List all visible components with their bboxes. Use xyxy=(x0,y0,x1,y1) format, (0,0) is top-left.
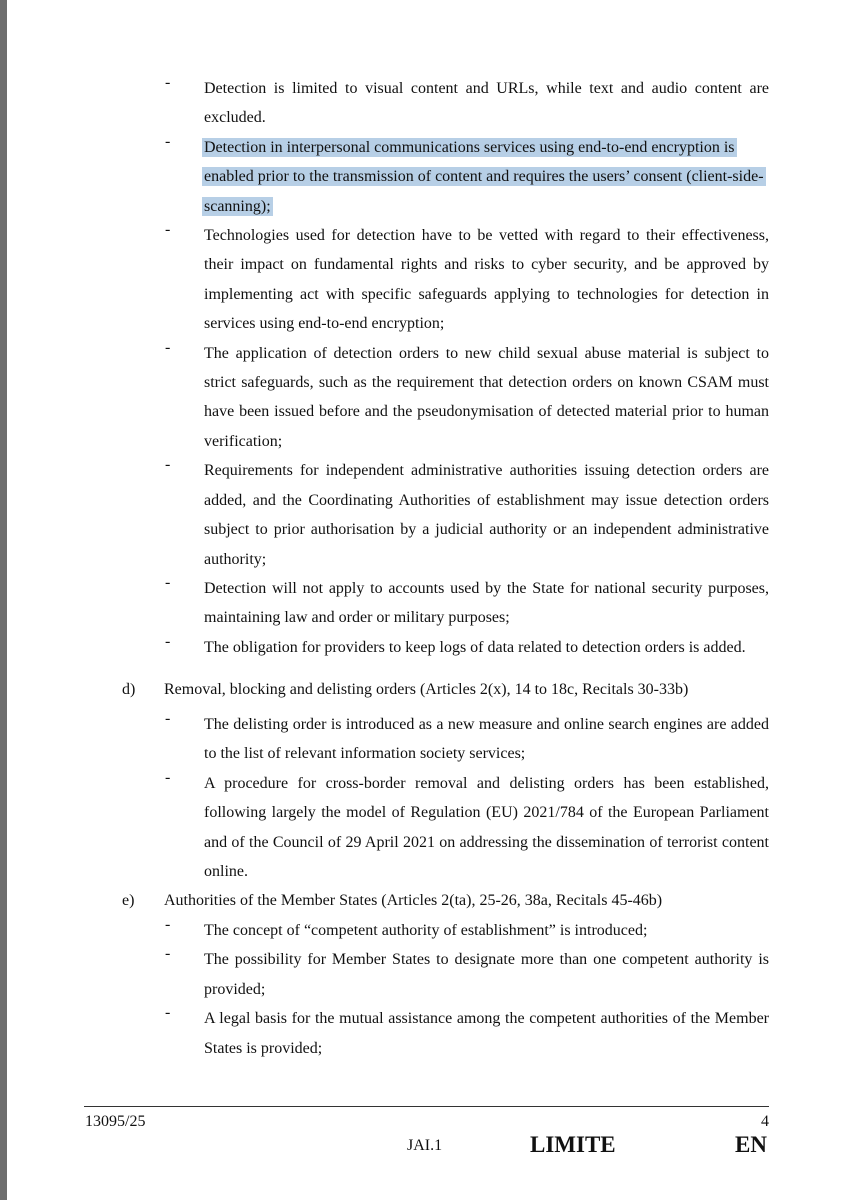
bullet-text: Technologies used for detection have to be vetted with regard to their effectiveness, their impact on fundamental rights and risks to cyber security, and be approved by implementing act with specific safeguards applying to technologies for detection in services using end-to-end encryption; xyxy=(204,227,769,333)
footer-divider xyxy=(84,1106,769,1107)
list-item xyxy=(7,633,769,662)
list-item xyxy=(7,574,769,633)
bullet-text: The obligation for providers to keep logs of data related to detection orders is added. xyxy=(204,638,746,656)
list-item xyxy=(7,339,769,457)
department-code: JAI.1 xyxy=(407,1137,443,1154)
bullet-dash: - xyxy=(165,132,171,150)
bullet-text: Detection is limited to visual content and URLs, while text and audio content are excluded. xyxy=(204,80,769,127)
bullet-dash: - xyxy=(165,338,171,356)
bullet-dash: - xyxy=(165,1004,171,1022)
bullet-dash: - xyxy=(165,632,171,650)
section-letter: d) xyxy=(122,681,136,698)
bullet-dash: - xyxy=(165,916,171,933)
bullet-text: The delisting order is introduced as a new measure and online search engines are added to the list of relevant information society services; xyxy=(204,716,769,763)
bullet-text: The possibility for Member States to designate more than one competent authority is provided; xyxy=(204,951,769,998)
list-item xyxy=(7,945,769,1004)
document-page xyxy=(7,0,854,1200)
list-item xyxy=(7,769,769,887)
list-item xyxy=(7,456,769,574)
detection-bullet-list xyxy=(7,74,769,662)
section-title: Authorities of the Member States (Articles 2(ta), 25-26, 38a, Recitals 45-46b) xyxy=(164,892,663,909)
page-number: 4 xyxy=(761,1113,769,1130)
scan-page-edge xyxy=(0,0,7,1200)
bullet-text: The application of detection orders to new child sexual abuse material is subject to strict safeguards, such as the requirement that detection orders on known CSAM must have been issued before and the pseudonymisation of detected material prior to human verification; xyxy=(204,344,769,450)
list-item xyxy=(7,133,769,221)
bullet-dash: - xyxy=(165,573,171,591)
text-selection-highlight[interactable]: Detection in interpersonal communications services using end-to-end encryption is enabled prior to the transmission of content and requires the users’ consent (client-side-scanning); xyxy=(204,138,764,215)
bullet-text: Requirements for independent administrative authorities issuing detection orders are added, and the Coordinating Authorities of establishment may issue detection orders subject to prior authorisation by a judicial authority or an independent administrative authority; xyxy=(204,462,769,568)
bullet-dash: - xyxy=(165,945,171,963)
list-item xyxy=(7,1004,769,1063)
bullet-dash: - xyxy=(165,710,171,727)
section-letter: e) xyxy=(122,892,135,909)
highlighted-bullet-text[interactable] xyxy=(204,133,769,221)
classification-marking: LIMITE xyxy=(530,1132,616,1157)
list-item xyxy=(7,74,769,133)
bullet-dash: - xyxy=(165,74,171,91)
section-title: Removal, blocking and delisting orders (Articles 2(x), 14 to 18c, Recitals 30-33b) xyxy=(164,681,689,698)
bullet-text: A procedure for cross-border removal and delisting orders has been established, following largely the model of Regulation (EU) 2021/784 of the European Parliament and of the Council of 29 April 2021 on addressing the dissemination of terrorist content online. xyxy=(204,774,769,881)
list-item xyxy=(7,916,769,945)
bullet-dash: - xyxy=(165,456,171,474)
language-code: EN xyxy=(735,1132,767,1157)
section-d-bullet-list xyxy=(7,710,769,886)
bullet-dash: - xyxy=(165,768,171,786)
bullet-text: A legal basis for the mutual assistance among the competent authorities of the Member States is provided; xyxy=(204,1010,769,1057)
bullet-text: The concept of “competent authority of establishment” is introduced; xyxy=(204,922,648,939)
document-reference: 13095/25 xyxy=(85,1113,146,1130)
bullet-dash: - xyxy=(165,221,171,239)
section-e-bullet-list xyxy=(7,916,769,1063)
list-item xyxy=(7,221,769,339)
bullet-text: Detection will not apply to accounts used by the State for national security purposes, maintaining law and order or military purposes; xyxy=(204,579,769,627)
list-item xyxy=(7,710,769,769)
